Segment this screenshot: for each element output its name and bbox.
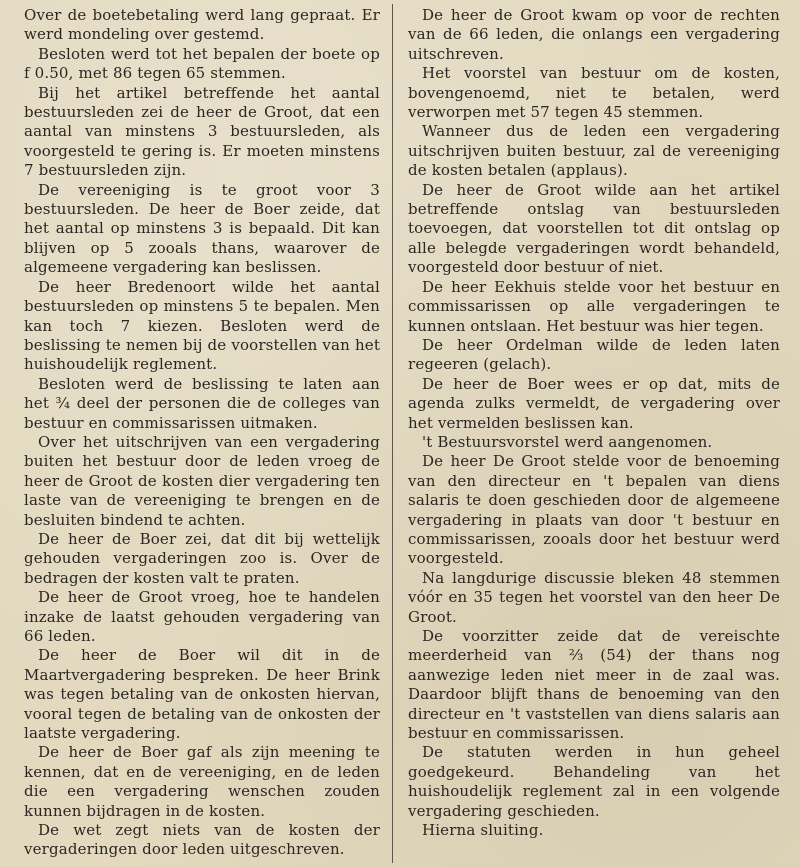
- paragraph: Besloten werd de beslissing te laten aan het ¾ deel der personen die de colleges van bestuur en commissarissen uitmaken.: [24, 374, 380, 432]
- paragraph: De wet zegt niets van de kosten der vergaderingen door leden uitgeschreven.: [24, 821, 380, 859]
- paragraph: 't Bestuursvorstel werd aangenomen.: [422, 432, 713, 451]
- paragraph: De heer Ordelman wilde de leden laten regeeren (gelach).: [408, 335, 780, 374]
- right-column: [408, 6, 780, 861]
- paragraph: De vereeniging is te groot voor 3 bestuursleden. De heer de Boer zeide, dat het aantal op minstens 3 is bepaald. Dit kan blijven op 5 zooals thans, waarover de algemeene vergadering kan beslissen.: [24, 180, 380, 277]
- column-divider: [392, 4, 393, 863]
- paragraph: Over het uitschrijven van een vergadering buiten het bestuur door de leden vroeg de heer de Groot de kosten dier vergadering ten laste van de vereeniging te brengen en de besluiten bindend te achten.: [24, 432, 380, 529]
- paragraph: De heer de Groot wilde aan het artikel betreffende ontslag van bestuursleden toevoegen, dat voorstellen tot dit ontslag op alle belegde vergaderingen wordt behandeld, voorgesteld door bestuur of niet.: [408, 180, 780, 277]
- paragraph: Na langdurige discussie bleken 48 stemmen vóór en 35 tegen het voorstel van den heer De Groot.: [408, 568, 780, 626]
- paragraph: De heer Bredenoort wilde het aantal bestuursleden op minstens 5 te bepalen. Men kan toch 7 kiezen. Besloten werd de beslissing te nemen bij de voorstellen van het huishoudelijk reglement.: [24, 277, 380, 374]
- paragraph: De heer de Groot kwam op voor de rechten van de 66 leden, die onlangs een vergadering uitschreven.: [408, 6, 780, 63]
- left-column: [24, 6, 380, 861]
- paragraph: De voorzitter zeide dat de vereischte meerderheid van ⅔ (54) der thans nog aanwezige leden niet meer in de zaal was. Daardoor blijft thans de benoeming van den directeur en 't vaststellen van diens salaris aan bestuur en commissarissen.: [408, 627, 780, 743]
- paragraph: Over de boetebetaling werd lang gepraat. Er werd mondeling over gestemd.: [24, 6, 380, 44]
- paragraph: Besloten werd tot het bepalen der boete op f 0.50, met 86 tegen 65 stemmen.: [24, 44, 380, 83]
- paragraph: De heer Eekhuis stelde voor het bestuur en commissarissen op alle vergaderingen te kunnen ontslaan. Het bestuur was hier tegen.: [408, 277, 780, 335]
- paragraph: De heer de Groot vroeg, hoe te handelen inzake de laatst gehouden vergadering van 66 leden.: [24, 588, 380, 645]
- paragraph: Bij het artikel betreffende het aantal bestuursleden zei de heer de Groot, dat een aantal van minstens 3 bestuursleden, als voorgesteld te gering is. Er moeten minstens 7 bestuursleden zijn.: [24, 83, 380, 180]
- paragraph: Het voorstel van bestuur om de kosten, bovengenoemd, niet te betalen, werd verworpen met 57 tegen 45 stemmen.: [408, 64, 780, 122]
- paragraph: De heer De Groot stelde voor de benoeming van den directeur en 't bepalen van diens salaris te doen geschieden door de algemeene vergadering in plaats van door 't bestuur en commissarissen, zooals door het bestuur werd voorgesteld.: [408, 452, 780, 568]
- paragraph: De heer de Boer wees er op dat, mits de agenda zulks vermeldt, de vergadering over het vermelden beslissen kan.: [408, 374, 780, 432]
- paragraph: Hierna sluiting.: [422, 821, 544, 840]
- paragraph: De heer de Boer zei, dat dit bij wettelijk gehouden vergaderingen zoo is. Over de bedragen der kosten valt te praten.: [24, 529, 380, 587]
- paragraph: De heer de Boer wil dit in de Maartvergadering bespreken. De heer Brink was tegen betaling van de onkosten hiervan, vooral tegen de betaling van de onkosten der laatste vergadering.: [24, 646, 380, 743]
- paragraph: De statuten werden in hun geheel goedgekeurd. Behandeling van het huishoudelijk reglement zal in een volgende vergadering geschieden.: [408, 743, 780, 820]
- paragraph: De heer de Boer gaf als zijn meening te kennen, dat en de vereeniging, en de leden die een vergadering wenschen zouden kunnen bijdragen in de kosten.: [24, 743, 380, 820]
- paragraph: Wanneer dus de leden een vergadering uitschrijven buiten bestuur, zal de vereeniging de kosten betalen (applaus).: [408, 122, 780, 180]
